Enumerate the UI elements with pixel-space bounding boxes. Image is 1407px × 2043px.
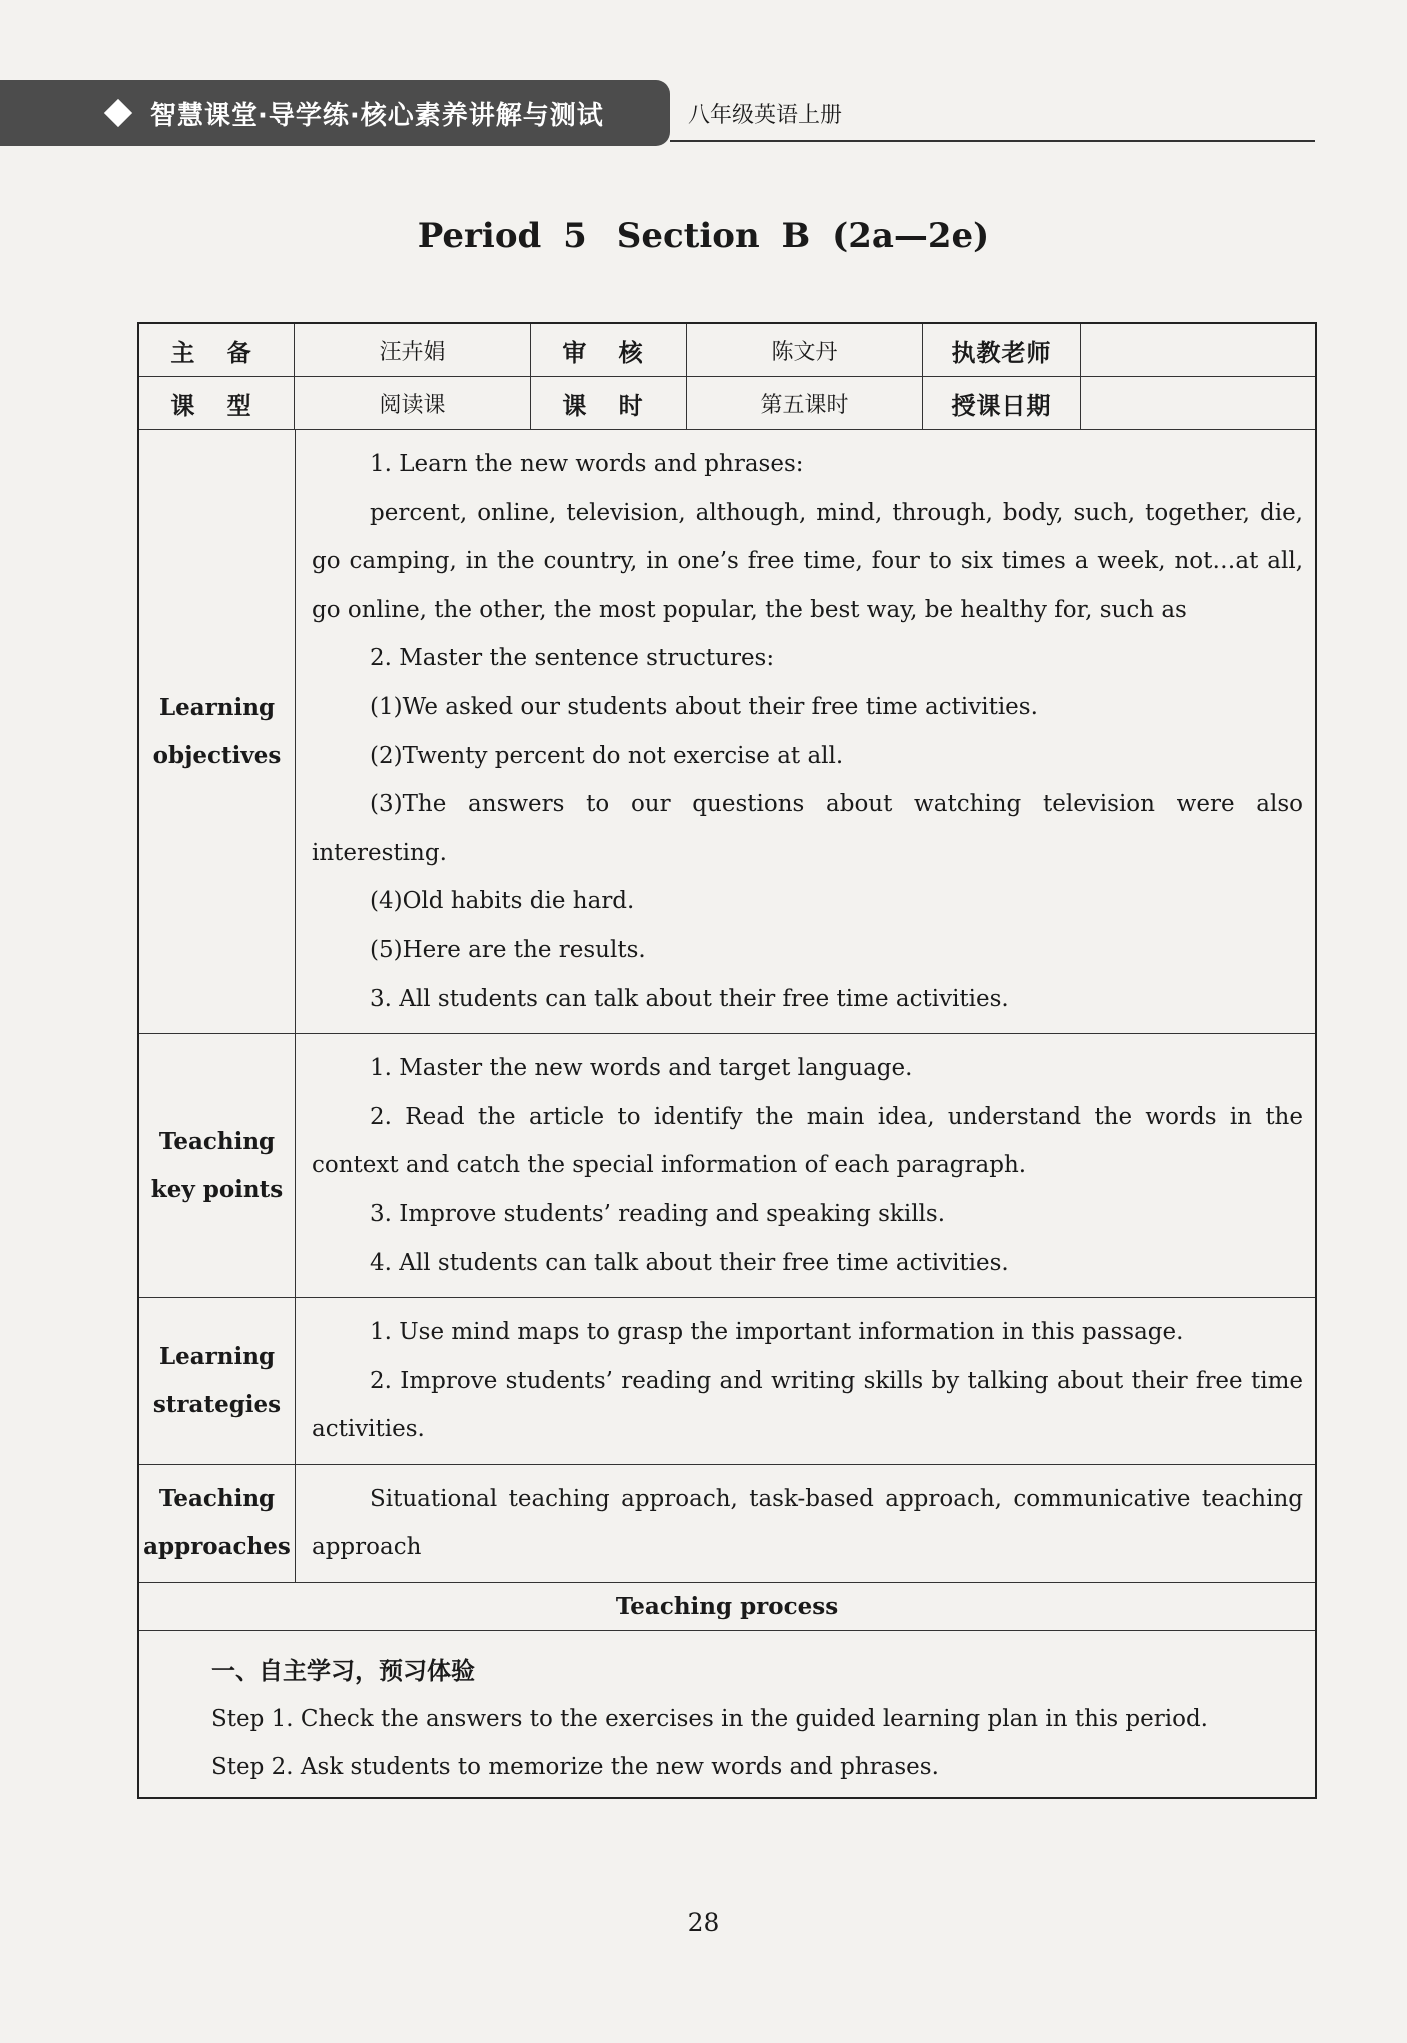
key-point-line: 3. Improve students’ reading and speaking skills. [370, 1200, 946, 1227]
approaches-label: Teaching approaches [139, 1465, 296, 1582]
process-body [139, 1631, 1315, 1797]
date-value [1081, 377, 1315, 429]
process-step: Step 2. Ask students to memorize the new words and phrases. [211, 1754, 939, 1781]
process-section-title: 一、自主学习，预习体验 [211, 1657, 475, 1686]
key-point-line: 1. Master the new words and target language. [370, 1055, 913, 1082]
objective-line: 2. Master the sentence structures: [370, 645, 775, 672]
objectives-row [139, 430, 1315, 1034]
hour-label: 课 时 [531, 377, 687, 429]
key-point-line: 4. All students can talk about their free time activities. [370, 1249, 1009, 1276]
type-value: 阅读课 [295, 377, 531, 429]
lead-value: 汪卉娟 [295, 324, 531, 376]
strategy-line: 1. Use mind maps to grasp the important information in this passage. [370, 1319, 1184, 1346]
teacher-value [1081, 324, 1315, 376]
approaches-row [139, 1465, 1315, 1583]
objective-line: 3. All students can talk about their free time activities. [370, 985, 1009, 1012]
diamond-icon [104, 99, 132, 127]
type-label: 课 型 [139, 377, 295, 429]
process-row [139, 1631, 1315, 1797]
period-label: Period 5 [417, 216, 587, 256]
objectives-label: Learning objectives [139, 430, 296, 1033]
lead-label: 主 备 [139, 324, 295, 376]
info-row-1 [139, 324, 1315, 377]
strategy-line: 2. Improve students’ reading and writing skills by talking about their free time activities. [312, 1367, 1303, 1443]
process-label: Teaching process [615, 1593, 839, 1621]
lesson-plan-table [137, 322, 1317, 1799]
objectives-body [296, 430, 1315, 1033]
process-step: Step 1. Check the answers to the exercises in the guided learning plan in this period. [211, 1706, 1208, 1733]
process-header-row [139, 1583, 1315, 1631]
key-points-body [296, 1034, 1315, 1297]
approaches-text: Situational teaching approach, task-based approach, communicative teaching approach [312, 1485, 1303, 1561]
key-point-line: 2. Read the article to identify the main idea, understand the words in the context and catch the special information of each paragraph. [312, 1103, 1303, 1179]
header-banner [0, 80, 670, 146]
review-label: 审 核 [531, 324, 687, 376]
header-rule [670, 140, 1315, 142]
objective-line: (1)We asked our students about their free time activities. [370, 693, 1038, 720]
strategies-label: Learning strategies [139, 1298, 296, 1464]
approaches-body [296, 1465, 1315, 1582]
page-number: 28 [687, 1908, 720, 1937]
hour-value: 第五课时 [687, 377, 923, 429]
key-points-label: Teaching key points [139, 1034, 296, 1297]
objective-line: (2)Twenty percent do not exercise at all. [370, 742, 844, 769]
teacher-label: 执教老师 [923, 324, 1081, 376]
strategies-body [296, 1298, 1315, 1464]
objective-line: (4)Old habits die hard. [370, 888, 635, 915]
banner-title: 智慧课堂·导学练·核心素养讲解与测试 [150, 100, 604, 131]
strategies-row [139, 1298, 1315, 1465]
key-points-row [139, 1034, 1315, 1298]
objective-line: 1. Learn the new words and phrases: [370, 451, 804, 477]
objective-line: percent, online, television, although, mind, through, body, such, together, die, go camping, in the country, in one’s free time, four to six times a week, not…at all, go online, the other, the most popular, the best way, be healthy for, such as [312, 499, 1303, 623]
objective-line: (3)The answers to our questions about watching television were also interesting. [312, 791, 1303, 866]
page-title [0, 216, 1407, 256]
info-row-2 [139, 377, 1315, 430]
date-label: 授课日期 [923, 377, 1081, 429]
grade-label: 八年级英语上册 [688, 103, 843, 128]
section-label: Section B (2a—2e) [616, 216, 990, 256]
review-value: 陈文丹 [687, 324, 923, 376]
objective-line: (5)Here are the results. [370, 936, 646, 963]
